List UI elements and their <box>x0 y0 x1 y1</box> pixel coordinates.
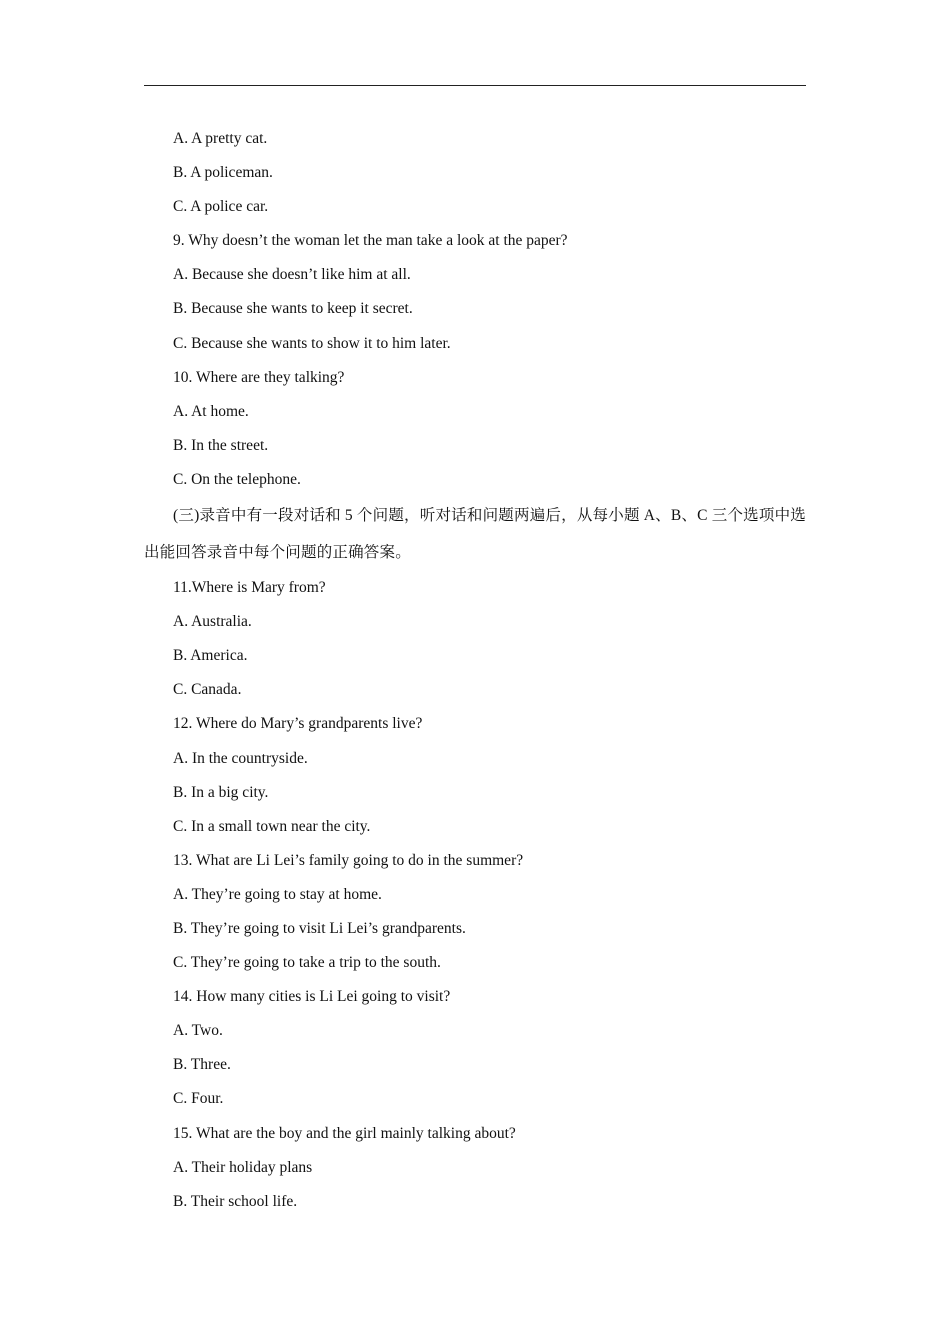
option-14c: C. Four. <box>173 1090 224 1108</box>
page-content <box>144 122 806 1219</box>
question-12: 12. Where do Mary’s grandparents live? <box>173 715 423 733</box>
question-11: 11.Where is Mary from? <box>173 579 326 597</box>
option-11c: C. Canada. <box>173 681 242 699</box>
option-11b: B. America. <box>173 647 248 665</box>
option-9a: A. Because she doesn’t like him at all. <box>173 266 411 284</box>
option-8b: B. A policeman. <box>173 164 273 182</box>
option-14b: B. Three. <box>173 1056 231 1074</box>
option-12b: B. In a big city. <box>173 783 269 801</box>
option-13a: A. They’re going to stay at home. <box>173 885 382 903</box>
question-15: 15. What are the boy and the girl mainly talking about? <box>173 1124 516 1142</box>
option-9b: B. Because she wants to keep it secret. <box>173 300 413 318</box>
option-10b: B. In the street. <box>173 436 269 454</box>
option-12a: A. In the countryside. <box>173 749 308 767</box>
option-10a: A. At home. <box>173 402 249 420</box>
section-instruction: (三)录音中有一段对话和 5 个问题，听对话和问题两遍后，从每小题 A、B、C 三个选项中选出能回答录音中每个问题的正确答案。 <box>144 507 806 562</box>
option-13c: C. They’re going to take a trip to the south. <box>173 954 441 972</box>
option-8a: A. A pretty cat. <box>173 130 268 147</box>
question-13: 13. What are Li Lei’s family going to do in the summer? <box>173 851 524 869</box>
option-15a: A. Their holiday plans <box>173 1158 313 1176</box>
question-9: 9. Why doesn’t the woman let the man take a look at the paper? <box>173 232 568 250</box>
question-10: 10. Where are they talking? <box>173 368 345 386</box>
option-12c: C. In a small town near the city. <box>173 817 371 835</box>
option-10c: C. On the telephone. <box>173 470 301 488</box>
option-14a: A. Two. <box>173 1022 223 1040</box>
option-13b: B. They’re going to visit Li Lei’s grandparents. <box>173 919 466 937</box>
question-14: 14. How many cities is Li Lei going to visit? <box>173 988 451 1006</box>
option-15b: B. Their school life. <box>173 1192 298 1210</box>
header-rule <box>144 85 806 86</box>
option-9c: C. Because she wants to show it to him later. <box>173 334 451 352</box>
option-8c: C. A police car. <box>173 198 269 216</box>
option-11a: A. Australia. <box>173 613 252 631</box>
